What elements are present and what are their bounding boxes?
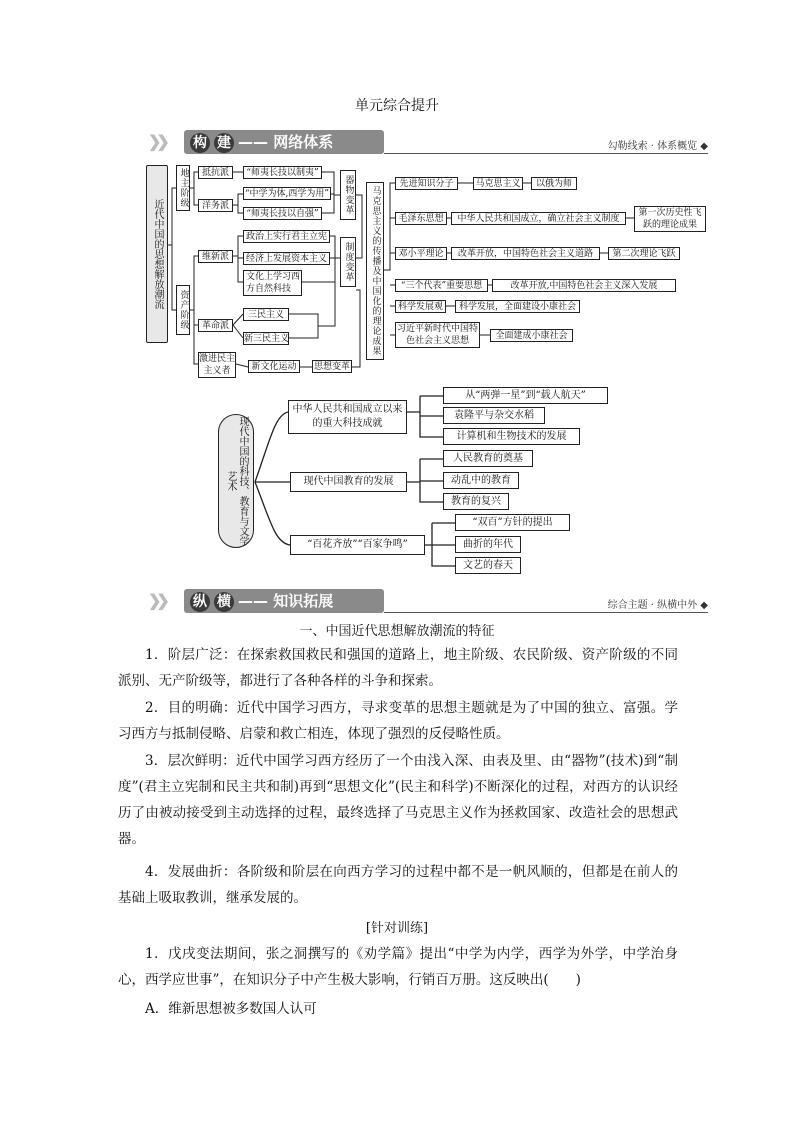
- section-banner-expand: [148, 586, 708, 616]
- banner-char: 构: [190, 133, 210, 153]
- node-quanmian: 全面建成小康社会: [490, 329, 573, 342]
- option-a: A．维新思想被多数国人认可: [145, 1001, 317, 1017]
- node-xinsanmin: 新三民主义: [244, 334, 290, 344]
- training-label: [针对训练]: [365, 921, 429, 936]
- section-heading: 一、中国近代思想解放潮流的特征: [299, 624, 495, 639]
- paragraph: 2．目的明确：近代中国学习西方，寻求变革的思想主题就是为了中国的独立、富强。学习西方与抵制侵略、启蒙和救亡相连，体现了强烈的反侵略性质。: [118, 700, 678, 742]
- banner-title: [190, 589, 333, 613]
- banner-subtitle: 勾勒线索 · 体系概览 ◆: [607, 141, 708, 152]
- branch-education: 现代中国教育的发展: [290, 472, 407, 492]
- leaf-yuanlongping: 袁隆平与杂交水稻: [443, 407, 545, 424]
- double-arrow-icon: ❯❯: [148, 132, 165, 151]
- node-zhidu: 制度变革: [340, 237, 356, 287]
- node-sanmin: 三民主义: [243, 308, 289, 321]
- leaf-computer: 计算机和生物技术的发展: [443, 428, 580, 445]
- leaf-chuntian: 文艺的春天: [455, 557, 521, 574]
- leaf-dongluan: 动乱中的教育: [443, 472, 519, 489]
- leaf-fuxing: 教育的复兴: [443, 493, 509, 510]
- node-zhengzhi: 政治上实行君主立宪: [243, 230, 330, 243]
- node-gaige1: 改革开放，中国特色社会主义道路: [451, 247, 600, 260]
- node-sange: “三个代表”重要思想: [395, 279, 488, 292]
- node-zhongti: “中学为体,西学为用”: [244, 189, 330, 199]
- banner-char: 建: [214, 133, 234, 153]
- banner-char: 横: [214, 592, 234, 612]
- node-makesizhuyi: 马克思主义: [473, 177, 523, 190]
- banner-rest: —— 网络体系: [238, 133, 334, 151]
- node-geming: 革命派: [198, 319, 233, 332]
- question: 1．戊戌变法期间，张之洞撰写的《劝学篇》提出“中学为内学，西学为外学，中学治身心，西学应世事”，在知识分子中产生极大影响，行销百万册。这反映出( ): [118, 946, 678, 988]
- node-dierci: 第二次理论飞跃: [608, 247, 680, 260]
- node-xjp: 习近平新时代中国特色社会主义思想: [396, 324, 478, 346]
- concept-root: 近代中国的思想解放潮流: [146, 165, 168, 343]
- banner-char: 纵: [190, 592, 210, 612]
- node-maozedong: 毛泽东思想: [395, 212, 447, 225]
- node-bourgeois: 资产阶级: [176, 285, 190, 335]
- node-qiwu: 器物变革: [340, 170, 356, 220]
- node-shiyi-ziqiang: “师夷长技以自强”: [243, 207, 322, 220]
- page-title: 单元综合提升: [355, 98, 439, 114]
- node-shiyi-zhiyi: “师夷长技以制夷”: [243, 166, 322, 179]
- node-wenhua: 文化上学习西方自然科技: [243, 270, 302, 296]
- branch-science: 中华人民共和国成立以来的重大科技成就: [288, 400, 407, 434]
- node-xianjin: 先进知识分子: [395, 177, 458, 190]
- banner-tag: [184, 589, 384, 613]
- leaf-liangdan: 从“两弹一星”到“载人航天”: [443, 387, 608, 404]
- double-arrow-icon: ❯❯: [148, 591, 165, 610]
- node-sixiang: 思想变革: [313, 362, 350, 372]
- node-landlord: 地主阶级: [176, 165, 190, 211]
- node-kexue: 科学发展观: [395, 300, 446, 313]
- node-deng: 邓小平理论: [395, 247, 447, 260]
- node-jingji: 经济上发展资本主义: [243, 252, 330, 265]
- branch-arts: “百花齐放”“百家争鸣”: [290, 535, 425, 555]
- node-eshi: 以俄为师: [531, 177, 577, 190]
- concept-root-modern: 现代中国的科技、教育与文学艺术: [218, 414, 254, 548]
- leaf-shuangbai: “双百”方针的提出: [455, 514, 570, 531]
- node-weixin: 维新派: [198, 250, 233, 263]
- node-kexue2: 科学发展，全面建设小康社会: [455, 300, 580, 313]
- node-xinwenhua: 新文化运动: [248, 360, 300, 373]
- banner-subtitle: 综合主题 · 纵横中外 ◆: [607, 600, 708, 611]
- node-kangfu: 抵抗派: [198, 166, 233, 179]
- banner-rule: [384, 612, 708, 613]
- leaf-renmin: 人民教育的奠基: [443, 450, 533, 467]
- node-jijin: 激进民主主义者: [199, 354, 236, 376]
- node-prc: 中华人民共和国成立，确立社会主义制度: [451, 212, 626, 225]
- node-makesi: 马克思主义的传播及中国化的理论成果: [366, 182, 384, 360]
- paragraph: 3．层次鲜明：近代中国学习西方经历了一个由浅入深、由表及里、由“器物”(技术)到“制度”(君主立宪制和民主共和制)再到“思想文化”(民主和科学)不断深化的过程，对西方的认识经历了由被动接受到主动选择的过程，最终选择了马克思主义作为拯救国家、改造社会的思想武器。: [118, 753, 678, 847]
- node-yangwu: 洋务派: [198, 199, 233, 212]
- node-diyici: 第一次历史性飞跃的理论成果: [634, 206, 706, 232]
- paragraph: 4．发展曲折：各阶级和阶层在向西方学习的过程中都不是一帆风顺的，但都是在前人的基础上吸取教训，继承发展的。: [118, 864, 678, 906]
- node-gaige2: 改革开放,中国特色社会主义深入发展: [492, 279, 676, 292]
- banner-rest: —— 知识拓展: [238, 592, 334, 610]
- paragraph: 1．阶层广泛：在探索救国救民和强国的道路上，地主阶级、农民阶级、资产阶级的不同派别、无产阶级等，都进行了各种各样的斗争和探索。: [118, 647, 678, 689]
- leaf-quzhe: 曲折的年代: [455, 536, 521, 553]
